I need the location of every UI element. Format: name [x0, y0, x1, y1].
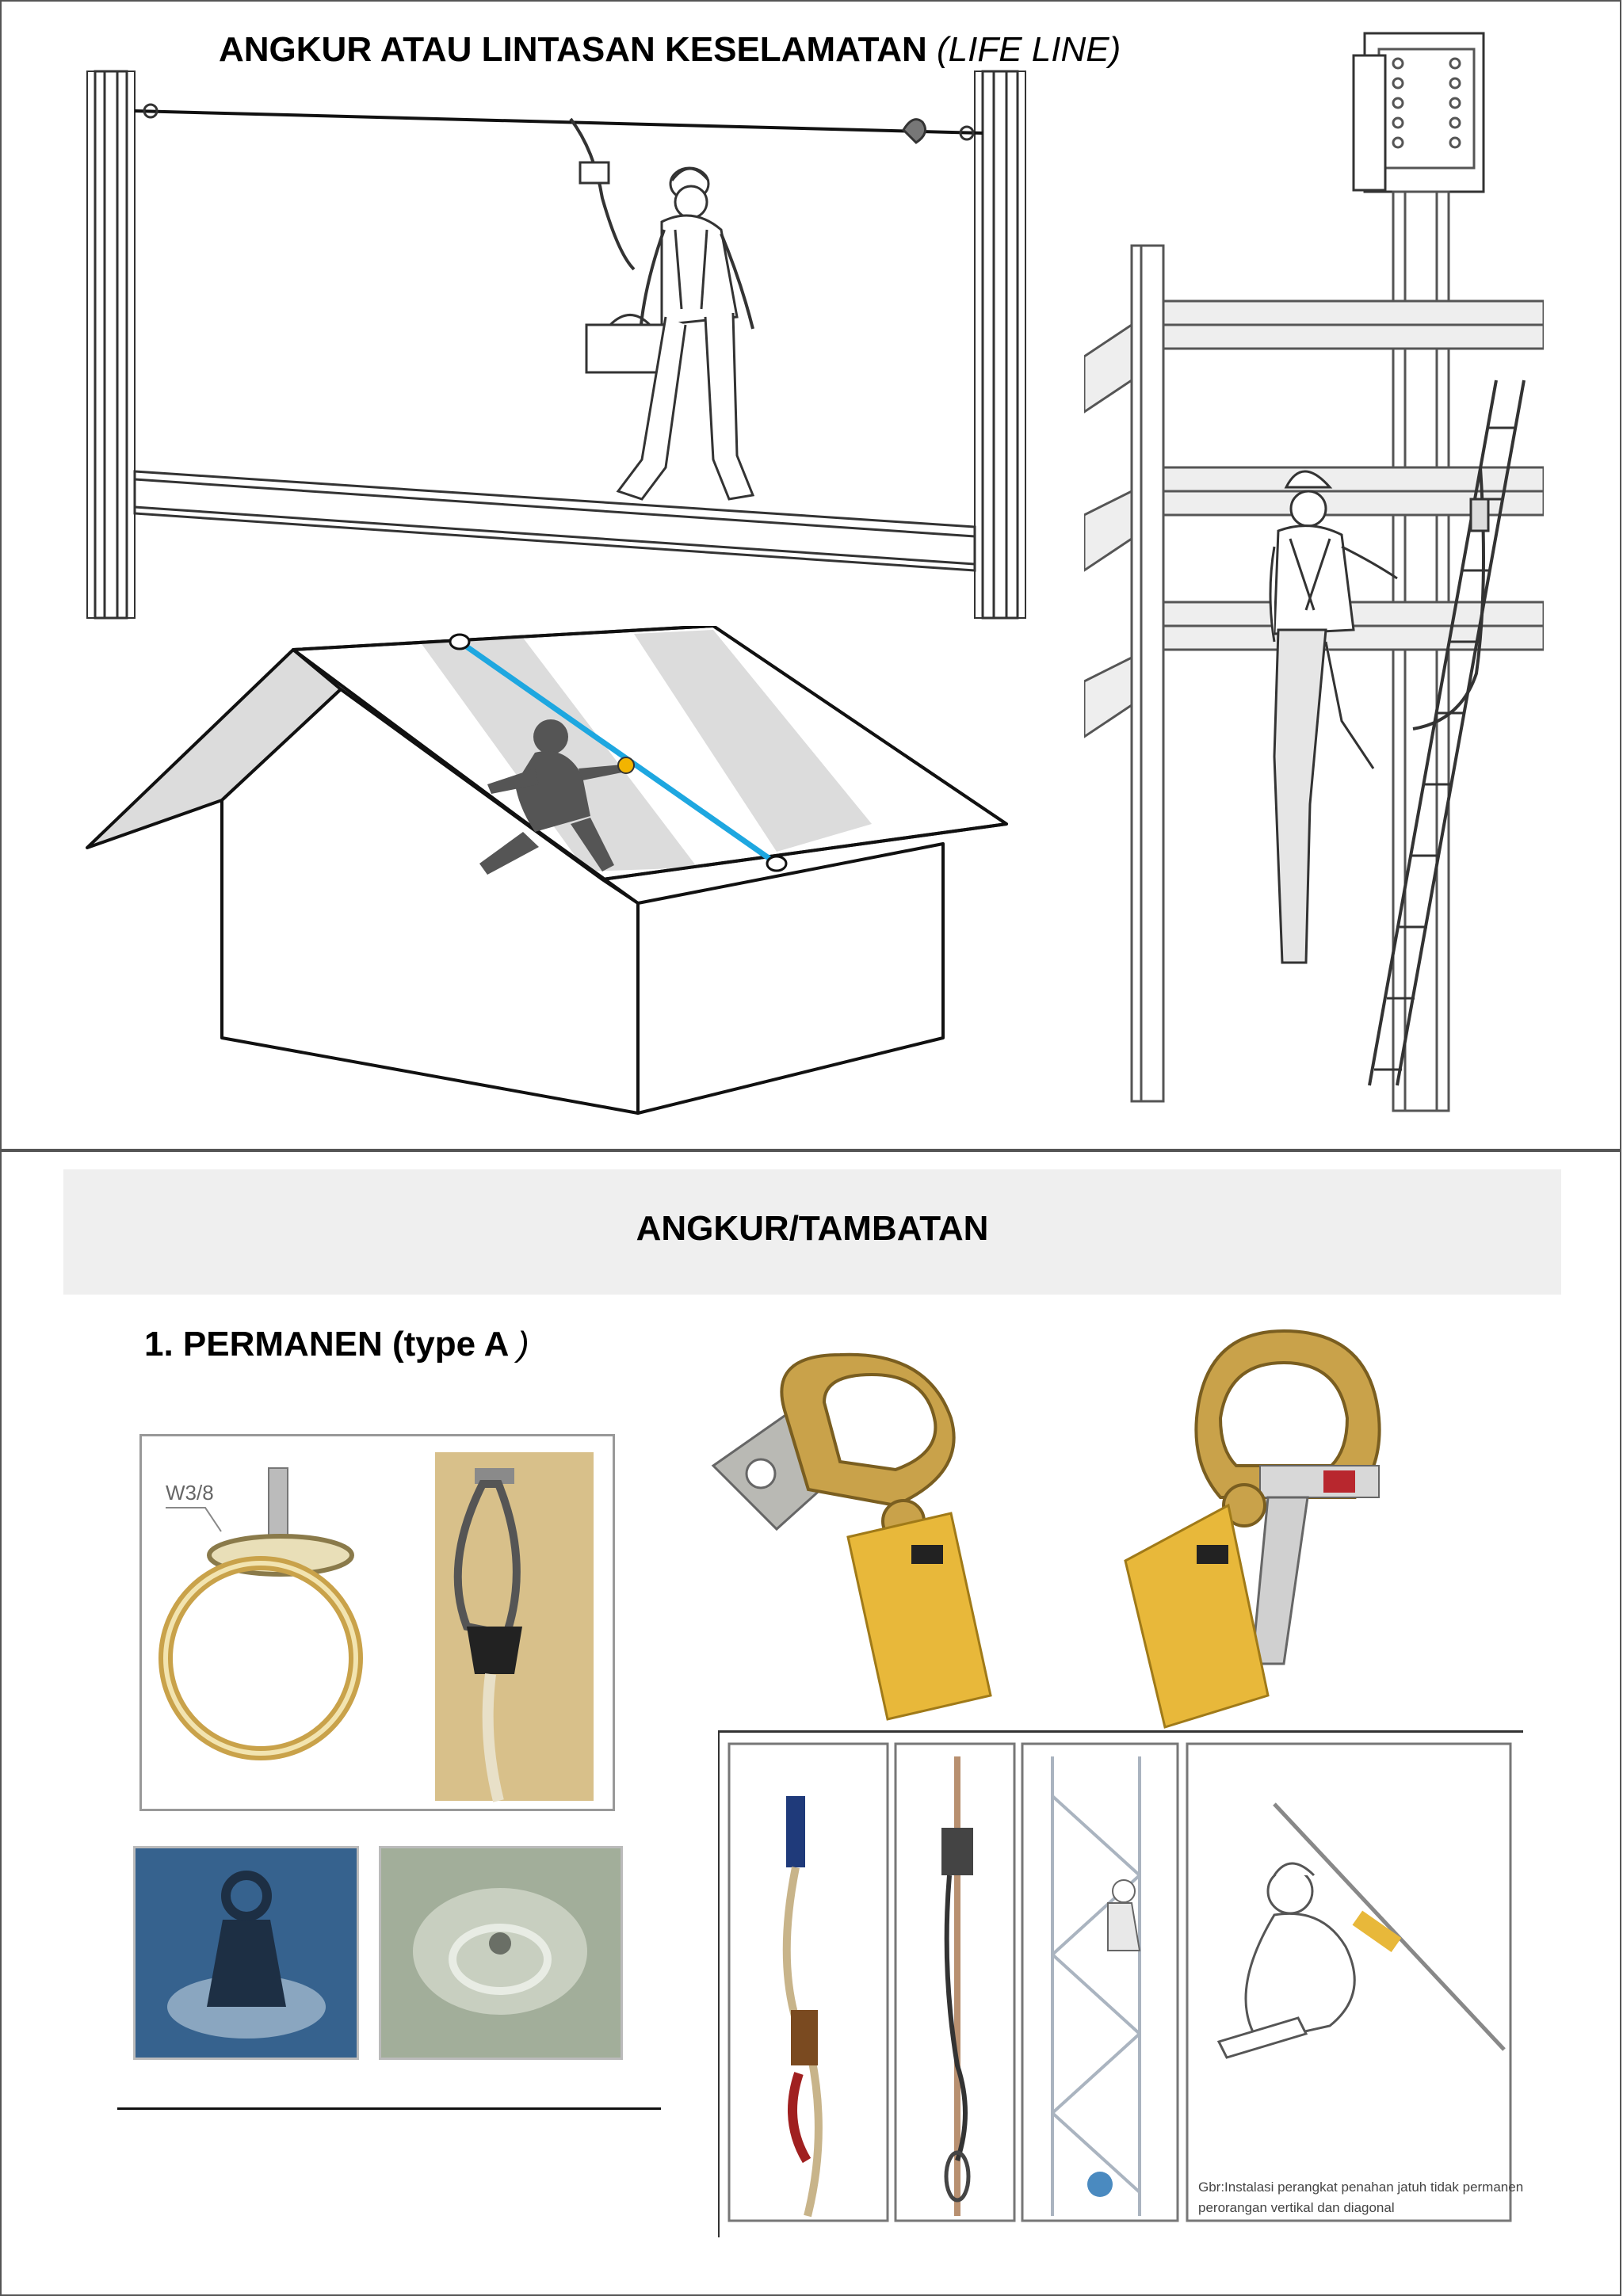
- title-main-text: ANGKUR ATAU LINTASAN KESELAMATAN: [219, 30, 937, 69]
- subheading-main-text: 1. PERMANEN (type A: [144, 1325, 518, 1363]
- banner-title: ANGKUR/TAMBATAN: [636, 1209, 989, 1248]
- ring-label: W3/8: [166, 1481, 214, 1505]
- fall-arrest-panel-group: [718, 1730, 1523, 2237]
- roof-lifeline-illustration: [79, 626, 1014, 1125]
- title-italic-text: (LIFE LINE): [937, 30, 1121, 69]
- concrete-d-ring-anchor: [1109, 1323, 1458, 1735]
- divider-line: [117, 2107, 661, 2110]
- subheading-paren-text: ): [517, 1325, 529, 1363]
- recessed-anchor-photo: [379, 1846, 623, 2060]
- ring-anchor-photo: [139, 1434, 615, 1811]
- subheading-permanent: [144, 1325, 529, 1364]
- ladder-lifeline-illustration: [1084, 24, 1544, 1117]
- swivel-anchor-drawing: [136, 1848, 357, 2058]
- section-banner: [63, 1169, 1561, 1295]
- recessed-anchor-drawing: [381, 1848, 621, 2058]
- d-ring-plate-anchor: [705, 1347, 1006, 1727]
- swivel-anchor-photo: [133, 1846, 359, 2060]
- beam-lifeline-illustration: [79, 63, 1078, 626]
- fall-arrest-panels-drawing: [720, 1733, 1523, 2237]
- figure-caption: Gbr:Instalasi perangkat penahan jatuh tidak permanen perorangan vertikal dan diagonal: [1198, 2180, 1524, 2215]
- ring-anchor-drawing: [142, 1436, 613, 1809]
